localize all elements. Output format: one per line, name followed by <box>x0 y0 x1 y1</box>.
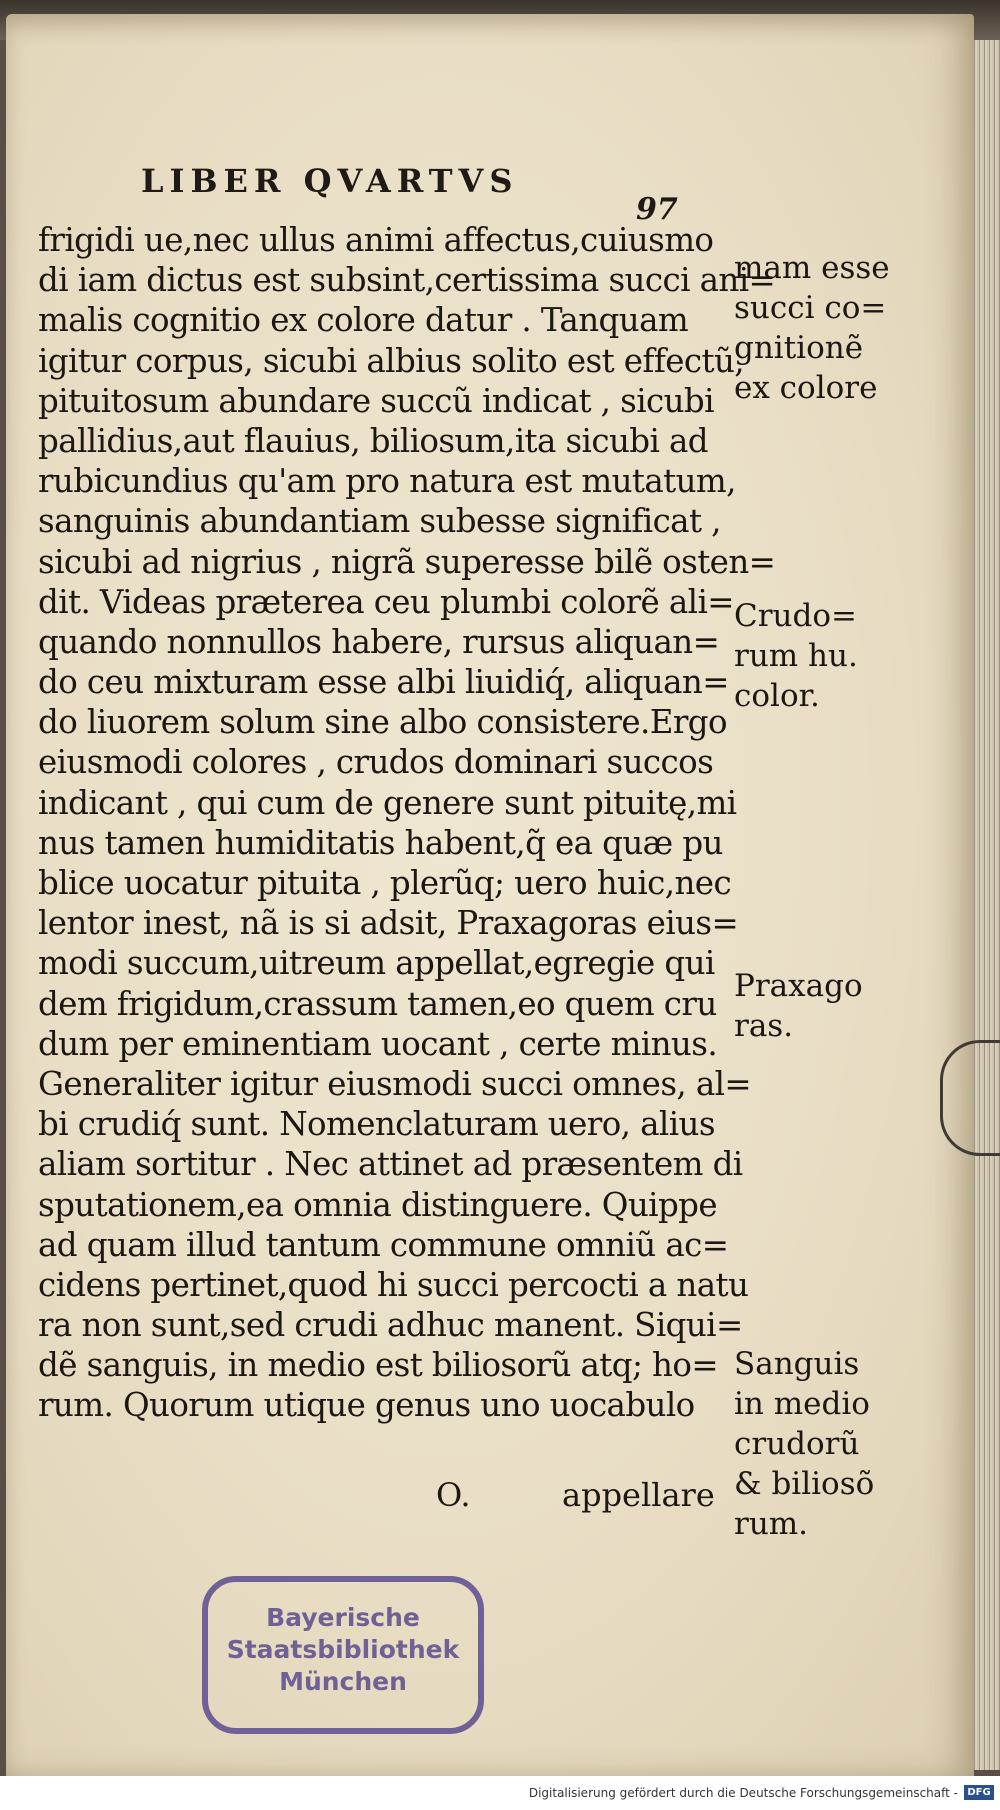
page-number: 97 <box>636 192 678 227</box>
margin-note-line: rum. <box>734 1506 809 1542</box>
margin-note-line: ras. <box>734 1008 794 1044</box>
page-header <box>141 162 518 200</box>
text-line: indicant , qui cum de genere sunt pituitę,mi <box>38 783 737 822</box>
text-line: modi succum,uitreum appellat,egregie qui <box>38 944 715 983</box>
signature-mark: O. <box>436 1476 471 1514</box>
margin-note-line: Praxago <box>734 968 863 1004</box>
library-stamp <box>202 1576 484 1734</box>
text-line: ad quam illud tantum commune omniũ ac= <box>38 1225 729 1264</box>
text-line: sanguinis abundantiam subesse significat , <box>38 502 721 541</box>
text-line: dem frigidum,crassum tamen,eo quem cru <box>38 984 717 1023</box>
catchword: appellare <box>562 1476 715 1514</box>
margin-note-line: mam esse <box>734 250 890 286</box>
text-line: sputationem,ea omnia distinguere. Quippe <box>38 1185 718 1224</box>
text-line: do liuorem solum sine albo consistere.Ergo <box>38 703 727 742</box>
text-line: rubicundius qu'am pro natura est mutatum, <box>38 462 736 501</box>
text-line: frigidi ue,nec ullus animi affectus,cuiusmo <box>38 221 714 259</box>
book-page <box>6 14 974 1776</box>
funding-credit: Digitalisierung gefördert durch die Deutsche Forschungsgemeinschaft - <box>528 1786 958 1800</box>
text-line: lentor inest, nã is si adsit, Praxagoras eius= <box>38 904 739 943</box>
stamp-line: München <box>279 1667 407 1696</box>
stamp-line: Staatsbibliothek <box>226 1635 460 1664</box>
text-line: malis cognitio ex colore datur . Tanquam <box>38 301 689 340</box>
margin-note-line: ex colore <box>734 370 878 406</box>
digitization-footer <box>0 1776 1000 1810</box>
margin-note-line: gnitionẽ <box>734 330 864 366</box>
text-line: aliam sortitur . Nec attinet ad præsentem di <box>38 1145 743 1184</box>
text-line: dum per eminentiam uocant , certe minus. <box>38 1024 718 1063</box>
dfg-logo[interactable]: DFG <box>964 1785 994 1800</box>
text-line: igitur corpus, sicubi albius solito est effectũ, <box>38 341 745 380</box>
margin-note-line: rum hu. <box>734 638 858 674</box>
margin-note-4 <box>734 1344 894 1544</box>
text-line: blice uocatur pituita , plerũq; uero huic,nec <box>38 864 732 902</box>
running-head: LIBER QVARTVS <box>141 162 519 200</box>
margin-note-3 <box>734 966 894 1046</box>
margin-note-line: Sanguis <box>734 1346 860 1382</box>
text-line: rum. Quorum utique genus uno uocabulo <box>38 1386 695 1425</box>
margin-note-line: color. <box>734 678 820 714</box>
text-line: do ceu mixturam esse albi liuidiq́, aliquan= <box>38 663 729 702</box>
page-tab-marker <box>940 1040 1000 1156</box>
margin-note-line: succi co= <box>734 290 887 326</box>
margin-note-line: & biliosõ <box>734 1466 875 1502</box>
margin-note-2 <box>734 596 894 716</box>
margin-note-line: in medio <box>734 1386 870 1422</box>
text-line: di iam dictus est subsint,certissima succi ani= <box>38 261 776 300</box>
text-line: dẽ sanguis, in medio est biliosorũ atq; ho= <box>38 1346 718 1385</box>
text-line: cidens pertinet,quod hi succi percocti a natu <box>38 1265 749 1304</box>
margin-note-line: crudorũ <box>734 1426 860 1462</box>
stamp-line: Bayerische <box>266 1603 420 1632</box>
margin-note-1 <box>734 248 894 408</box>
text-line: Generaliter igitur eiusmodi succi omnes, al= <box>38 1064 752 1103</box>
text-line: ra non sunt,sed crudi adhuc manent. Siqui= <box>38 1306 743 1345</box>
text-line: quando nonnullos habere, rursus aliquan= <box>38 622 720 661</box>
text-line: sicubi ad nigrius , nigrã superesse bilẽ osten= <box>38 542 776 581</box>
text-line: pituitosum abundare succũ indicat , sicubi <box>38 381 714 420</box>
margin-note-line: Crudo= <box>734 598 857 634</box>
text-line: nus tamen humiditatis habent,q̃ ea quæ pu <box>38 823 723 862</box>
text-line: dit. Videas præterea ceu plumbi colorẽ ali= <box>38 582 734 621</box>
text-line: eiusmodi colores , crudos dominari succos <box>38 743 714 782</box>
text-line: bi crudiq́ sunt. Nomenclaturam uero, alius <box>38 1105 715 1144</box>
text-line: pallidius,aut flauius, biliosum,ita sicubi ad <box>38 421 708 460</box>
body-text <box>38 220 776 1426</box>
